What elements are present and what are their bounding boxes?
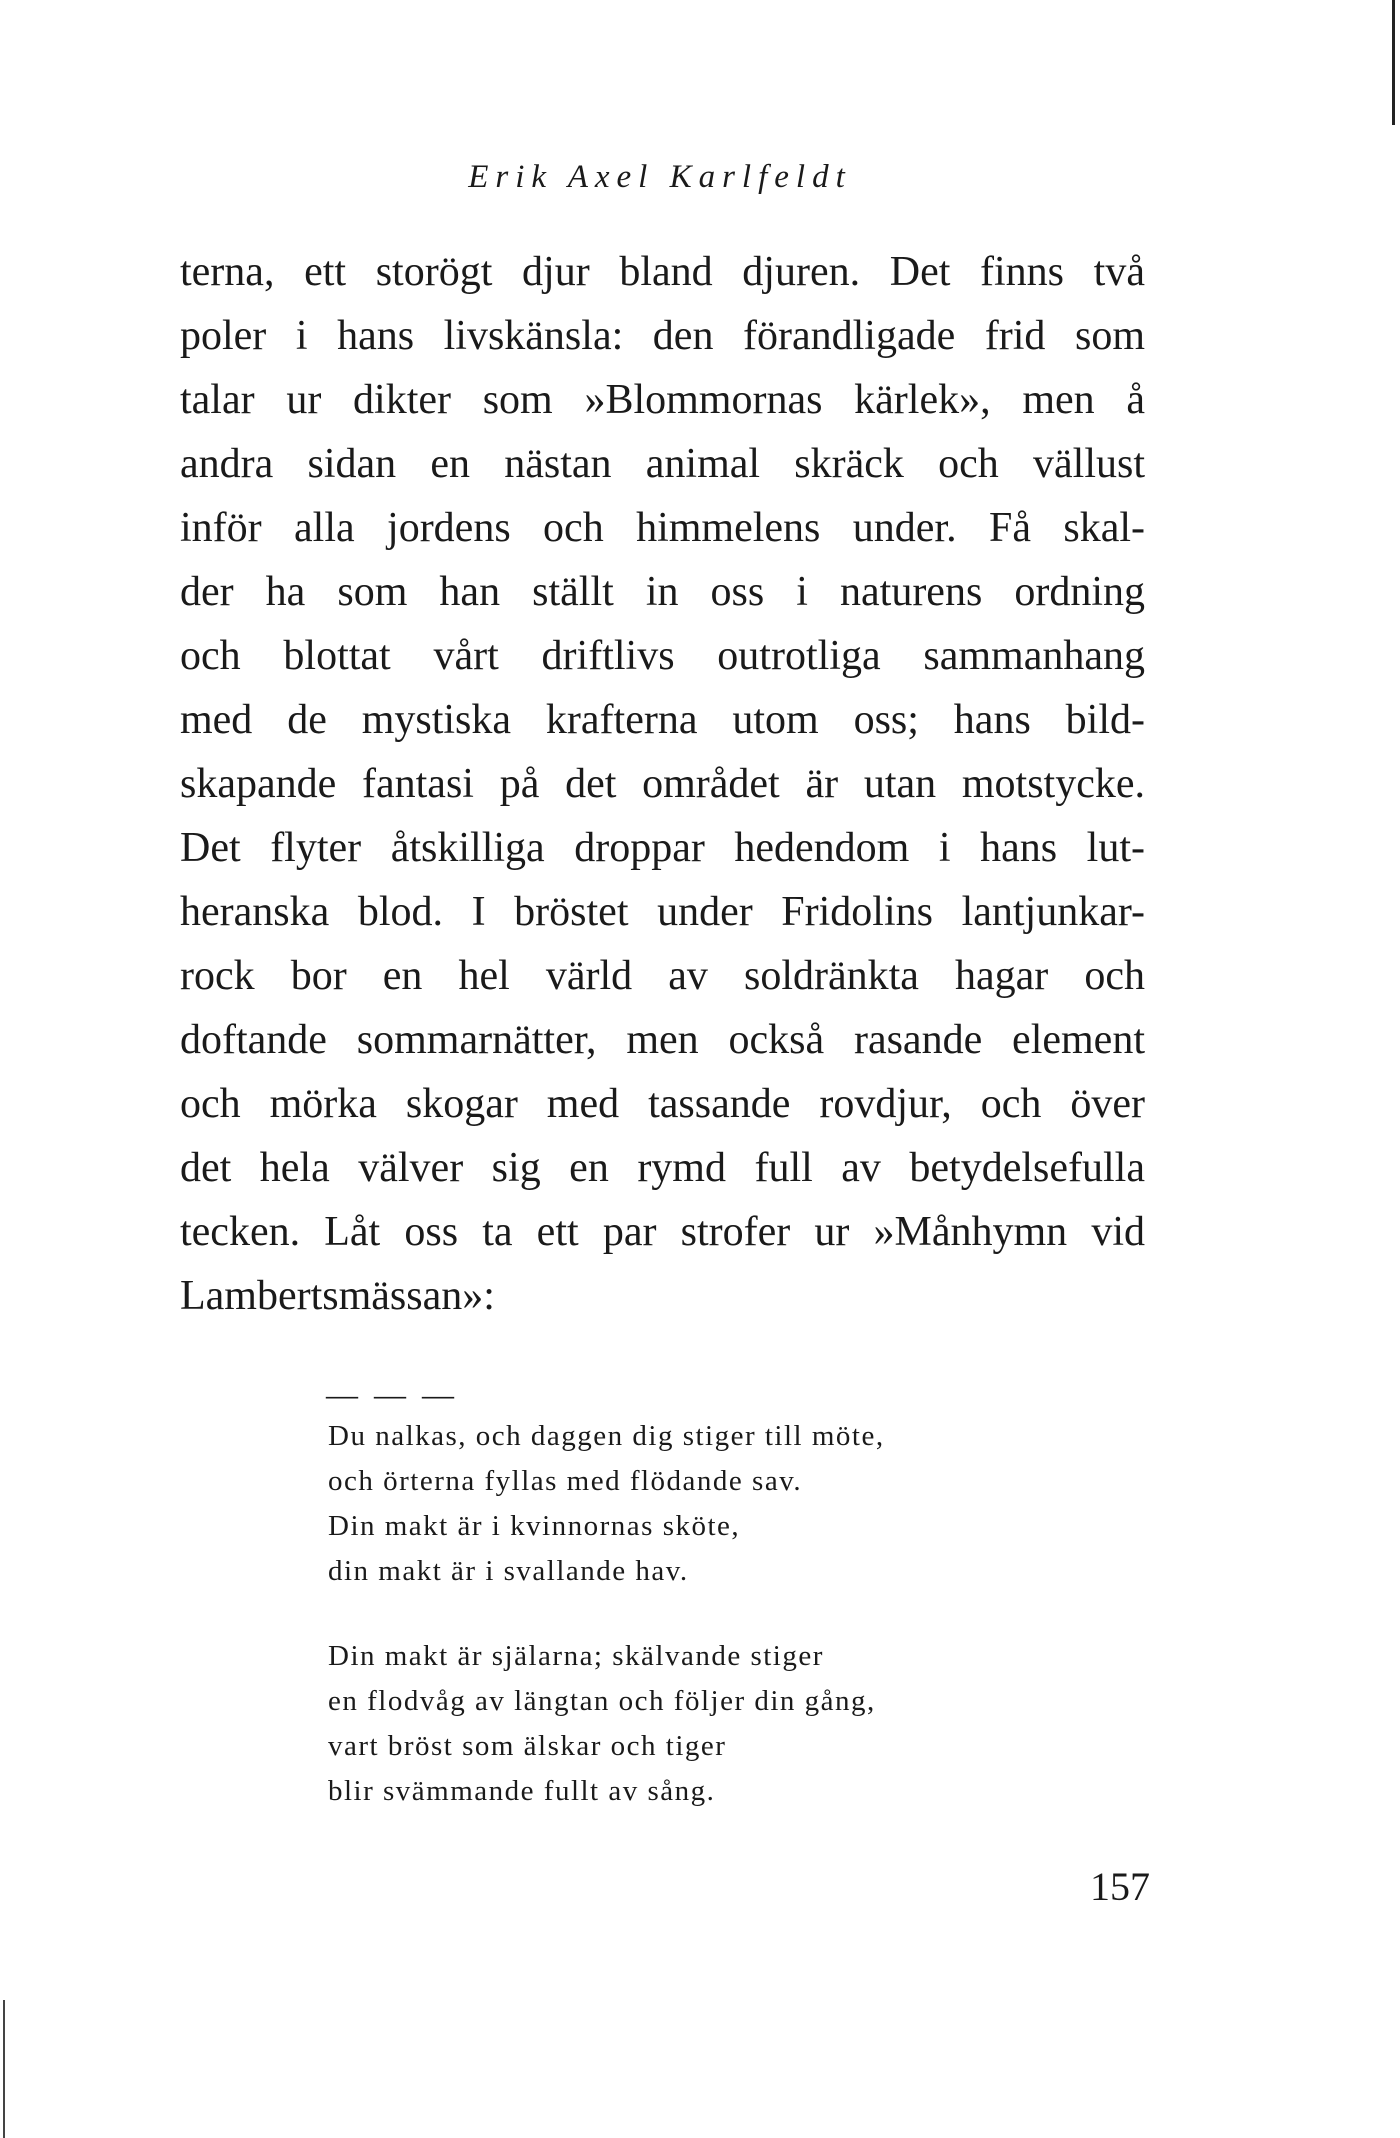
page-number: 157 xyxy=(1090,1864,1150,1909)
poem-verse: din makt är i svallande hav. xyxy=(328,1555,689,1587)
body-line: tecken. Låt oss ta ett par strofer ur »Månhymn vid xyxy=(180,1209,1145,1255)
poem-stanza-2 xyxy=(328,1634,1068,1814)
body-line: rock bor en hel värld av soldränkta hagar och xyxy=(180,953,1145,999)
poem-verse: blir svämmande fullt av sång. xyxy=(328,1775,716,1807)
body-line: Lambertsmässan»: xyxy=(180,1273,495,1319)
page-edge-left xyxy=(3,2000,5,2138)
poem-verse: Du nalkas, och daggen dig stiger till möte, xyxy=(328,1420,885,1452)
body-line: och mörka skogar med tassande rovdjur, och över xyxy=(180,1081,1145,1127)
body-text xyxy=(180,240,1145,1328)
poem-verse: Din makt är själarna; skälvande stiger xyxy=(328,1640,824,1672)
body-line: skapande fantasi på det området är utan motstycke. xyxy=(180,761,1145,807)
body-line: terna, ett storögt djur bland djuren. Det finns två xyxy=(180,249,1145,295)
poem-verse: en flodvåg av längtan och följer din gång, xyxy=(328,1685,876,1717)
poem-stanza-1 xyxy=(328,1414,1068,1594)
body-line: det hela välver sig en rymd full av betydelsefulla xyxy=(180,1145,1145,1191)
poem-verse: Din makt är i kvinnornas sköte, xyxy=(328,1510,741,1542)
body-line: och blottat vårt driftlivs outrotliga sammanhang xyxy=(180,633,1145,679)
poem-verse: vart bröst som älskar och tiger xyxy=(328,1730,727,1762)
body-line: talar ur dikter som »Blommornas kärlek», men å xyxy=(180,377,1145,423)
body-line: der ha som han ställt in oss i naturens ordning xyxy=(180,569,1145,615)
body-line: doftande sommarnätter, men också rasande element xyxy=(180,1017,1145,1063)
body-line: andra sidan en nästan animal skräck och vällust xyxy=(180,441,1145,487)
poem-omission-dashes: — — — xyxy=(326,1376,458,1412)
page-edge-right xyxy=(1392,0,1395,125)
body-line: poler i hans livskänsla: den förandligade frid som xyxy=(180,313,1145,359)
running-head: Erik Axel Karlfeldt xyxy=(468,159,852,195)
poem-verse: och örterna fyllas med flödande sav. xyxy=(328,1465,803,1497)
body-line: med de mystiska krafterna utom oss; hans bild- xyxy=(180,697,1145,743)
body-line: inför alla jordens och himmelens under. Få skal- xyxy=(180,505,1145,551)
body-line: Det flyter åtskilliga droppar hedendom i hans lut- xyxy=(180,825,1145,871)
body-line: heranska blod. I bröstet under Fridolins lantjunkar- xyxy=(180,889,1145,935)
